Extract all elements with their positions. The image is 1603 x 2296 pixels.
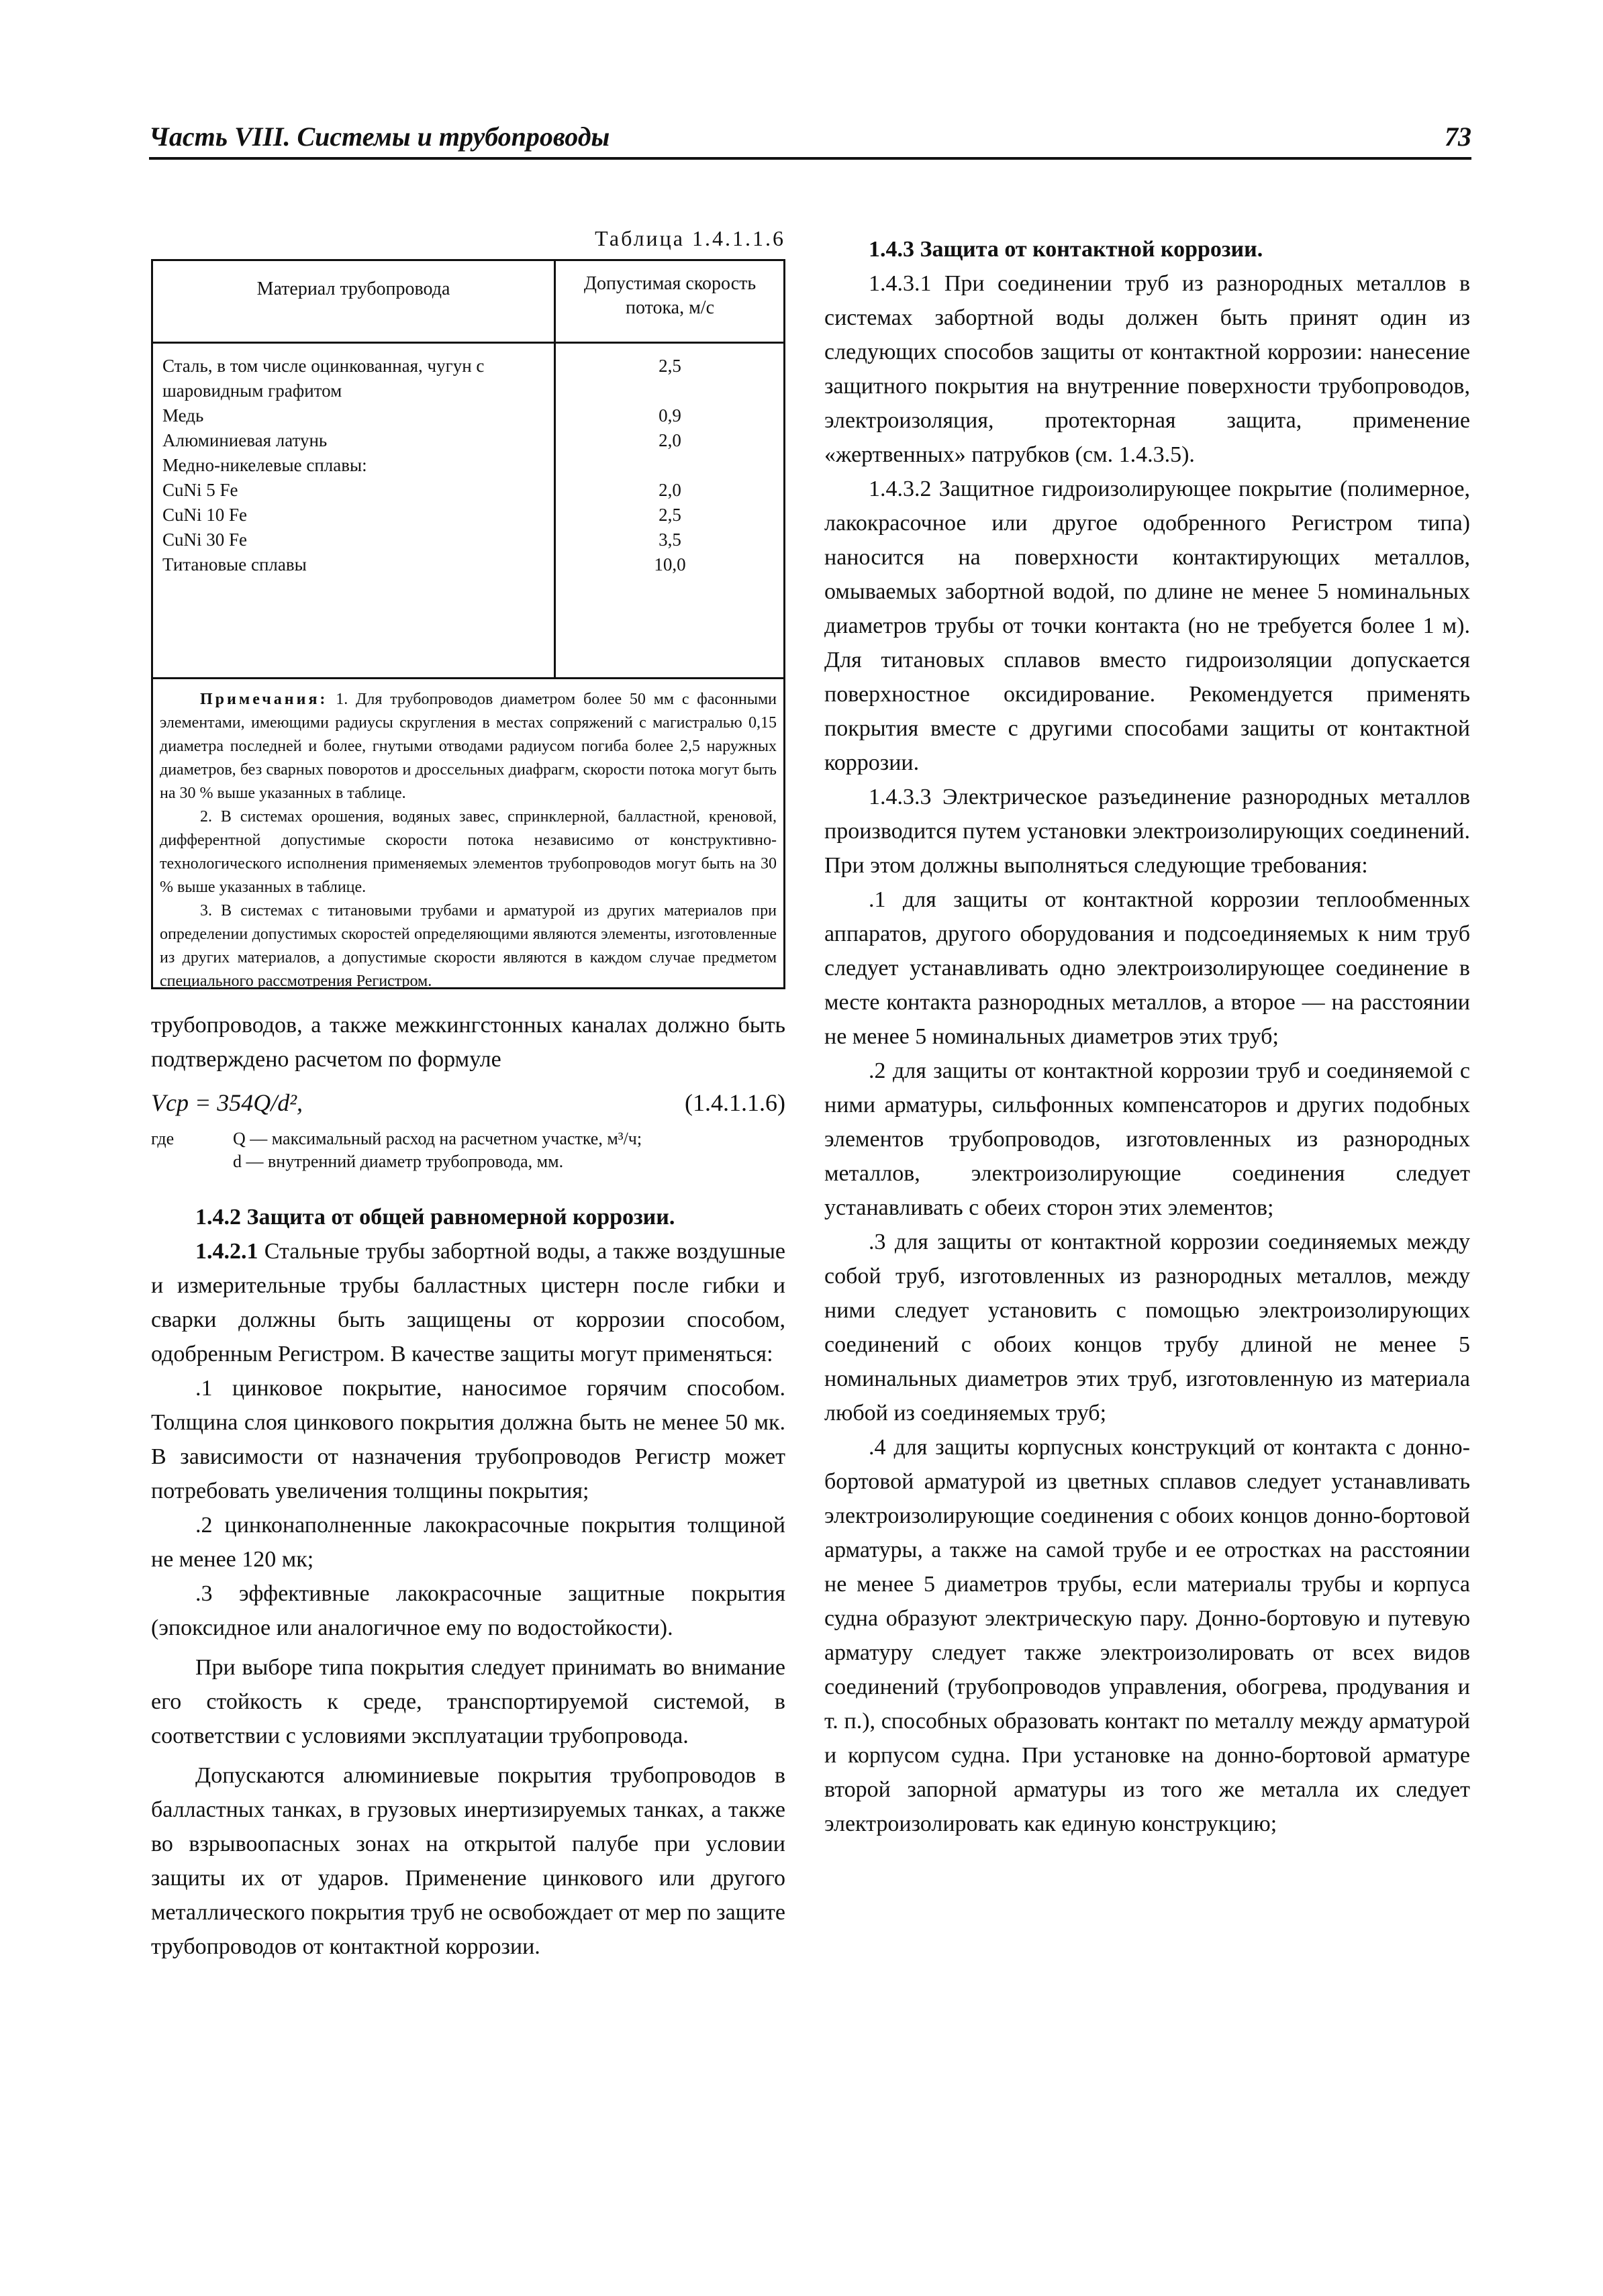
requirement-1: .1 для защиты от контактной коррозии теплообменных аппаратов, другого оборудования и подсоединяемых к ним труб следует устанавливать одно электроизолирующее соединение в месте контакта разнородных металлов, а второе — на расстоянии не менее 5 номинальных диаметров этих труб; [824,887,1470,1049]
table-notes [160,688,777,993]
table-cell-material: CuNi 5 Fe [162,480,238,500]
table-cell-velocity: 2,0 [659,430,681,450]
table-cell-velocity: 0,9 [659,405,681,426]
table-cell-material: Сталь, в том числе оцинкованная, чугун с шаровидным графитом [162,356,485,401]
paragraph-choice: При выборе типа покрытия следует принимать во внимание его стойкость к среде, транспортируемой системой, в соответствии с условиями эксплуатации трубопровода. [151,1655,785,1748]
clause-number: 1.4.2.1 [195,1239,258,1264]
table-notes-divider [153,677,783,679]
table-cell-velocity: 2,5 [659,505,681,525]
notes-label: Примечания: [200,691,328,708]
table-cell-velocity: 10,0 [654,554,686,575]
paragraph-text: Стальные трубы забортной воды, а также воздушные и измерительные трубы балластных цистерн после гибки и сварки должны быть защищены от коррозии способом, одобренным Регистром. В качестве защиты могут применяться: [151,1239,785,1366]
formula-legend [151,1128,785,1181]
table-row [153,453,783,478]
table-row [153,478,783,503]
left-column [151,221,785,1964]
velocity-table [151,259,785,989]
table-cell-velocity: 2,5 [659,356,681,376]
legend-q: Q — максимальный расход на расчетном участке, м³/ч; [233,1129,642,1148]
where-label: где [151,1129,175,1148]
paragraph-1-4-3-2 [824,472,1470,780]
list-item-2: .2 цинконаполненные лакокрасочные покрытия толщиной не менее 120 мк; [151,1513,785,1572]
paragraph-text: Электрическое разъединение разнородных металлов производится путем установки электроизолирующих соединений. При этом должны выполняться следующие требования: [824,785,1471,878]
heading-1-4-3: 1.4.3 Защита от контактной коррозии. [869,237,1263,262]
list-item-1: .1 цинковое покрытие, наносимое горячим способом. Толщина слоя цинкового покрытия должна быть не менее 50 мк. В зависимости от назначения трубопроводов Регистр может потребовать увеличения толщины покрытия; [151,1376,785,1503]
table-caption: Таблица 1.4.1.1.6 [595,226,785,250]
paragraph-1-4-3-1 [824,266,1470,472]
paragraph-text: При соединении труб из разнородных металлов в системах забортной воды должен быть принят один из следующих способов защиты от контактной коррозии: нанесение защитного покрытия на внутренние поверхности трубопроводов, электроизоляция, протекторная защита, применение «жертвенных» патрубков (см. 1.4.3.5). [824,271,1471,467]
heading-1-4-2: 1.4.2 Защита от общей равномерной коррозии. [195,1205,675,1230]
table-cell-velocity: 2,0 [659,480,681,500]
clause-number: 1.4.3.2 [869,477,932,501]
requirement-2: .2 для защиты от контактной коррозии труб и соединяемой с ними арматуры, сильфонных компенсаторов и других подобных элементов трубопроводов, изготовленных из разнородных металлов, электроизолирующие соединения следует устанавливать с обеих сторон этих элементов; [824,1058,1470,1220]
table-note-3: 3. В системах с титановыми трубами и арматурой из других материалов при определении допустимых скоростей определяющими являются элементы, изготовленные из других материалов, а допустимые скорости являются в каждом случае предметом специального рассмотрения Регистром. [160,902,777,990]
clause-number: 1.4.3.3 [869,785,932,809]
requirement-3: .3 для защиты от контактной коррозии соединяемых между собой труб, изготовленных из разнородных металлов, между ними следует установить с помощью электроизолирующих соединений с обоих концов трубу длиной не менее 5 номинальных диаметров этих труб, изготовленную из материала любой из соединяемых труб; [824,1230,1470,1426]
table-cell-material: Медь [162,405,204,426]
table-header-material: Материал трубопровода [256,279,450,299]
clause-number: 1.4.3.1 [869,271,932,296]
table-note-2: 2. В системах орошения, водяных завес, спринклерной, балластной, креновой, дифферентной допустимые скорости потока независимо от конструктивно-технологического исполнения применяемых элементов трубопроводов могут быть на 30 % выше указанных в таблице. [160,808,777,896]
paragraph-text: Защитное гидроизолирующее покрытие (полимерное, лакокрасочное или другое одобренного Регистром типа) наносится на поверхности контактирующих металлов, омываемых забортной водой, по длине не менее 5 номинальных диаметров трубы от точки контакта (но не требуется более 1 м). Для титановых сплавов вместо гидроизоляции допускается поверхностное оксидирование. Рекомендуется применять покрытия вместе с другими способами защиты от контактной коррозии. [824,477,1470,775]
table-note-1 [160,688,777,805]
running-title: Часть VIII. Системы и трубопроводы [149,121,610,152]
list-item-3: .3 эффективные лакокрасочные защитные покрытия (эпоксидное или аналогичное ему по водостойкости). [151,1581,785,1640]
formula-expression: Vср = 354Q/d², [151,1089,303,1116]
paragraph-continuation: трубопроводов, а также межкингстонных каналах должно быть подтверждено расчетом по формуле [151,1013,785,1072]
table-row [153,354,783,403]
table-cell-velocity: 3,5 [659,530,681,550]
table-cell-material: CuNi 30 Fe [162,530,248,550]
note-1-text: 1. Для трубопроводов диаметром более 50 мм с фасонными элементами, имеющими радиусы скругления в местах сопряжений с магистралью 0,15 диаметра последней и более, гнутыми отводами радиусом погиба более 2,5 наружных диаметров, без сварных поворотов и дроссельных диафрагм, скорости потока могут быть на 30 % выше указанных в таблице. [160,691,777,802]
page-header [149,121,1471,161]
table-cell-material: Алюминиевая латунь [162,430,328,450]
paragraph-1-4-3-3 [824,780,1470,883]
legend-d: d — внутренний диаметр трубопровода, мм. [233,1152,564,1171]
table-header-divider [153,342,783,344]
page-number: 73 [1445,121,1471,152]
table-row [153,528,783,552]
requirement-4: .4 для защиты корпусных конструкций от контакта с донно-бортовой арматурой из цветных сплавов следует устанавливать электроизолирующие соединения с обоих концов донно-бортовой арматуры, а также на самой трубе и ее отростках на расстоянии не менее 5 диаметров трубы, если материалы трубы и корпуса судна образуют электрическую пару. Донно-бортовую и путевую арматуру следует также электроизолировать от всех видов соединений (трубопроводов управления, обогрева, продувания и т. п.), способных образовать контакт по металлу между арматурой и корпусом судна. При установке на донно-бортовой арматуре второй запорной арматуры из того же металла их следует электроизолировать как единую конструкцию; [824,1435,1470,1836]
table-cell-material: Титановые сплавы [162,554,307,575]
table-row [153,428,783,453]
paragraph-aluminum: Допускаются алюминиевые покрытия трубопроводов в балластных танках, в грузовых инертизируемых танках, а также во взрывоопасных зонах на открытой палубе при условии защиты их от ударов. Применение цинкового или другого металлического покрытия труб не освобождает от мер по защите трубопроводов от контактной коррозии. [151,1763,785,1959]
table-body [153,354,783,577]
header-rule [149,157,1471,160]
table-cell-material: Медно-никелевые сплавы: [162,455,367,475]
right-column [824,232,1470,1841]
formula-number: (1.4.1.1.6) [685,1089,785,1116]
table-row [153,403,783,428]
table-row [153,503,783,528]
table-cell-material: CuNi 10 Fe [162,505,248,525]
formula [151,1082,785,1124]
table-row [153,552,783,577]
table-header-velocity: Допустимая скорость потока, м/с [583,273,757,318]
paragraph-1-4-2-1 [151,1234,785,1371]
